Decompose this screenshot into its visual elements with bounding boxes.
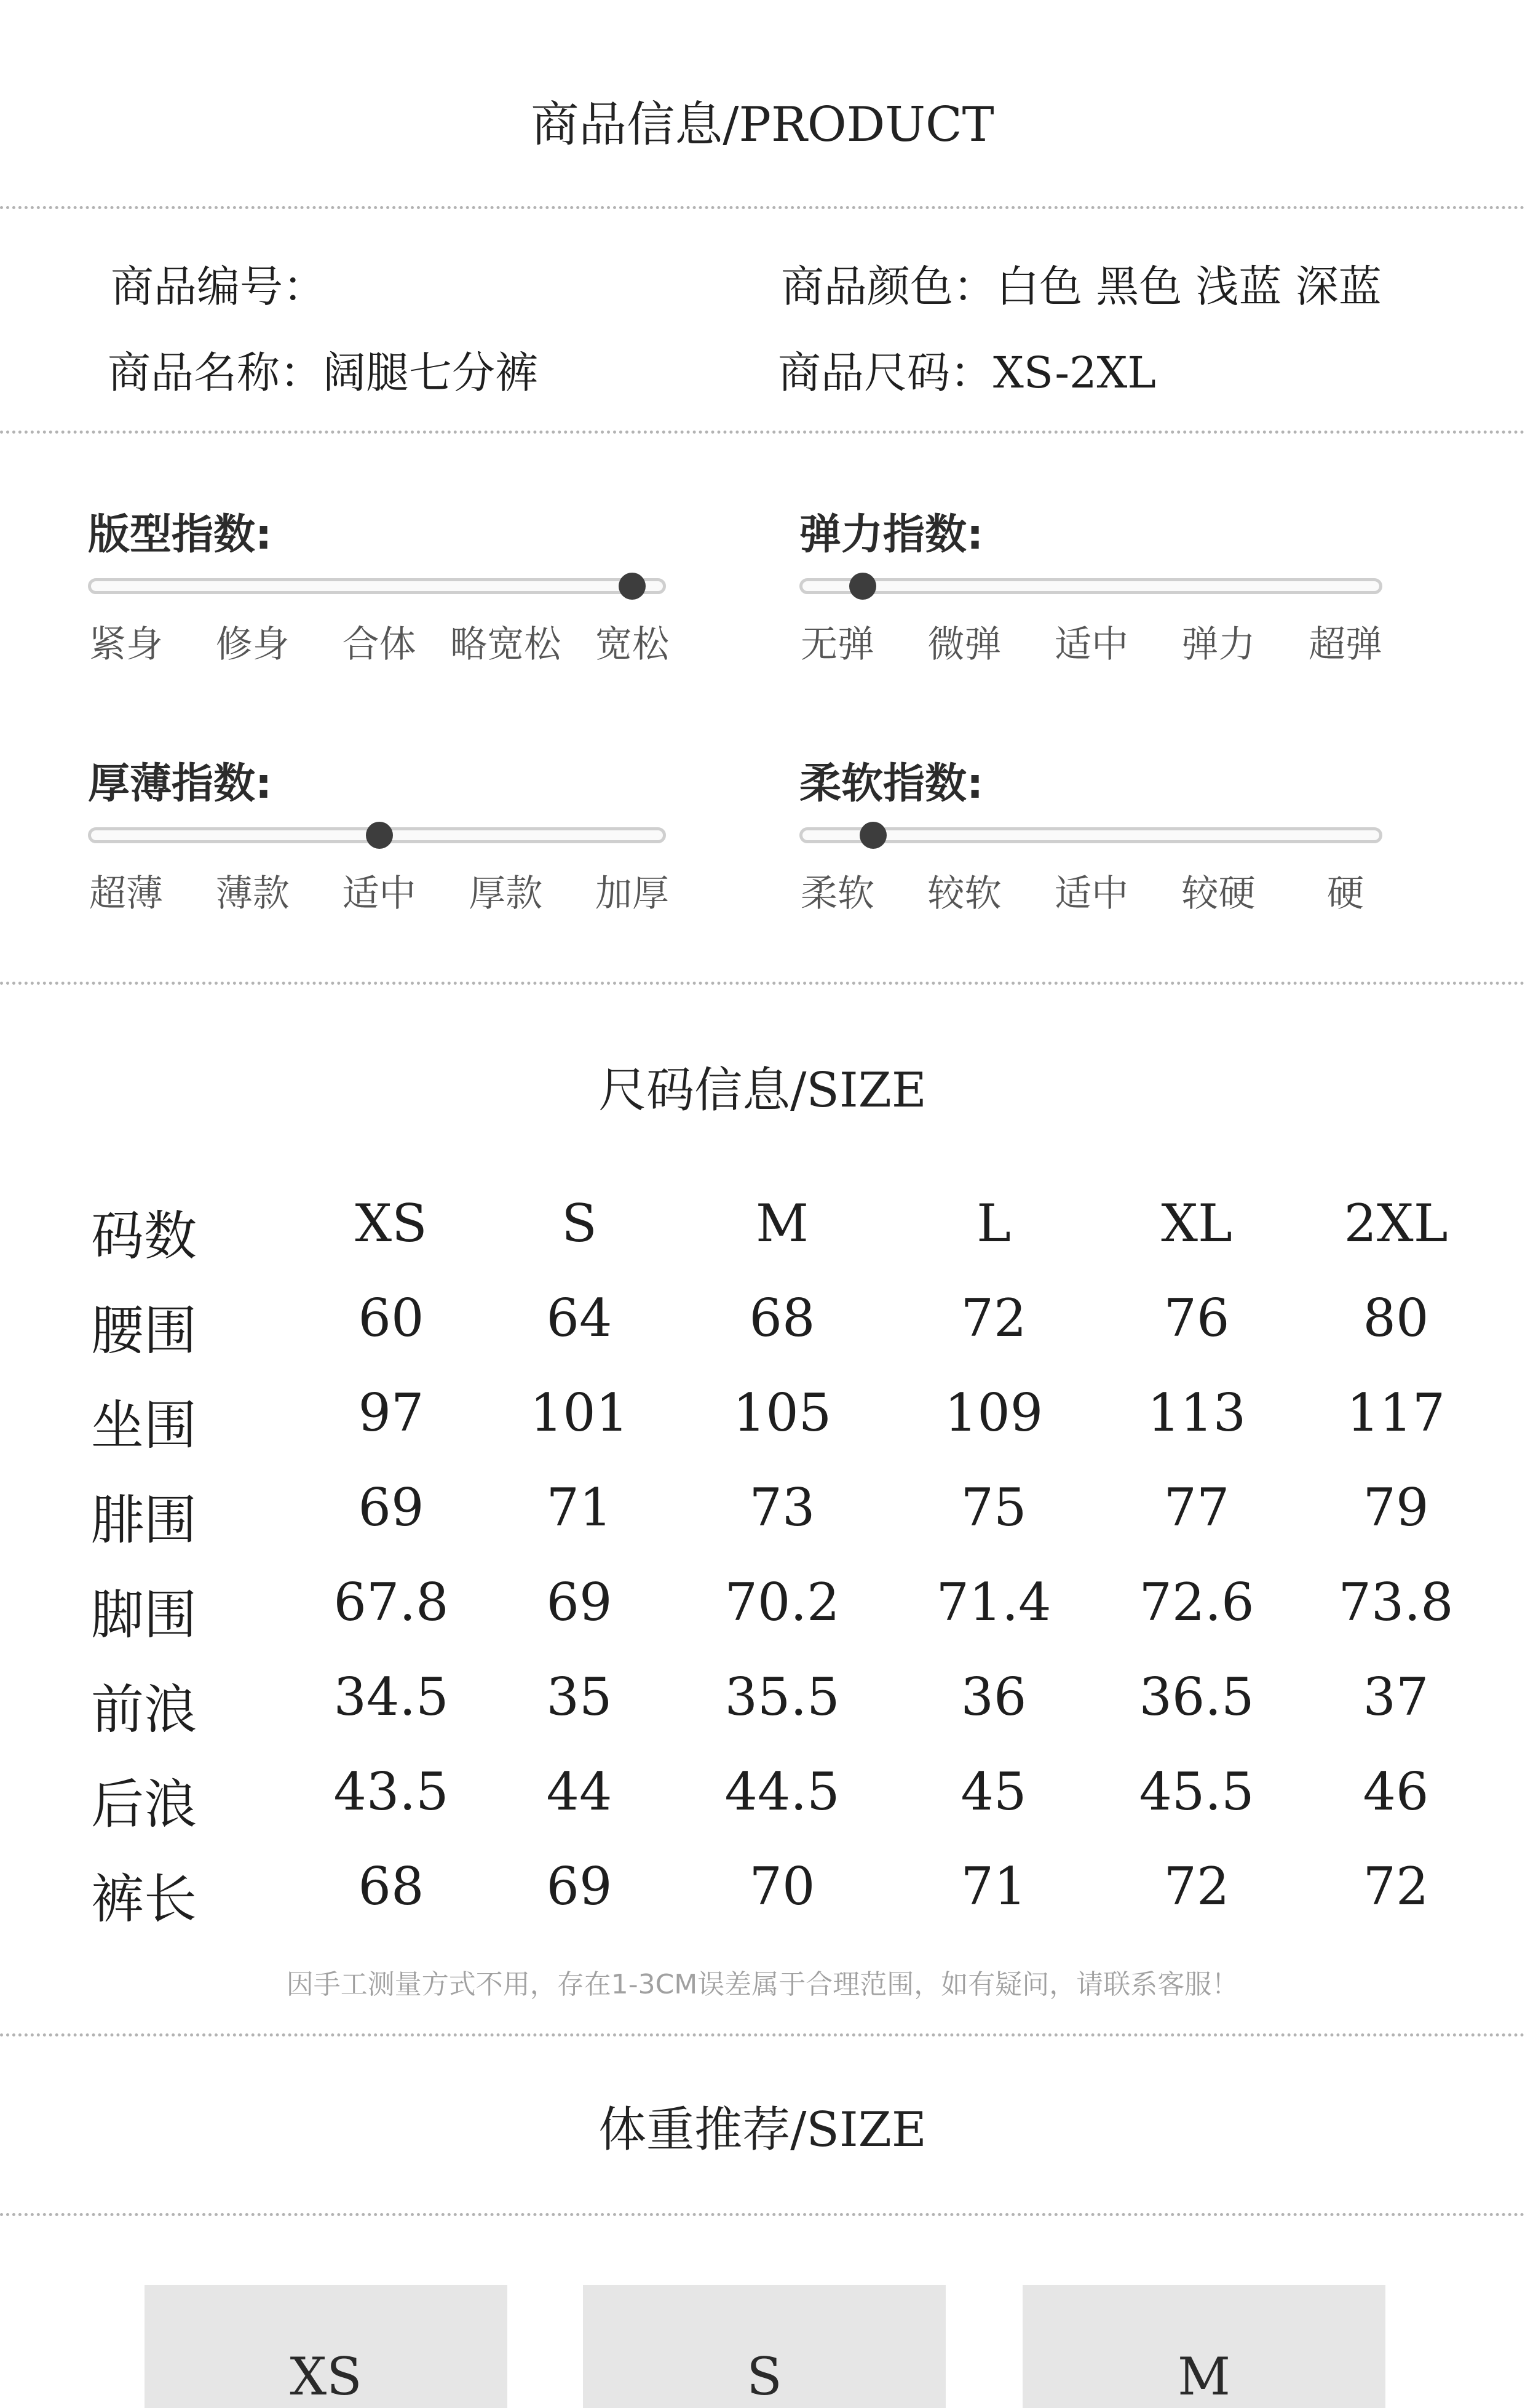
size-table-header-cell: L [976,1193,1011,1254]
size-table-row-label: 坐围 [91,1395,197,1456]
index-tick-label: 修身 [215,623,290,666]
size-table-row-label: 后浪 [91,1774,197,1835]
size-table-header-cell: M [755,1193,809,1254]
size-table-row-label: 腰围 [91,1300,197,1362]
weight-section-title: 体重推荐/SIZE [598,2102,927,2158]
size-table-cell: 76 [1163,1288,1230,1348]
size-table-cell: 35.5 [724,1667,840,1727]
index-tick-label: 合体 [342,623,416,666]
index-tick-label: 适中 [1055,872,1128,915]
weight-size-card [583,2285,946,2408]
size-table-cell: 75 [961,1477,1027,1538]
size-table-header-cell: XS [355,1193,427,1254]
size-table-cell: 44 [546,1762,612,1822]
size-table-cell: 71.4 [936,1572,1052,1632]
divider [0,2033,1525,2036]
size-table-cell: 69 [358,1477,424,1538]
weight-size-card-label: M [1177,2346,1230,2407]
index-label: 版型指数: [88,511,272,559]
size-table-cell: 35 [546,1667,612,1727]
product-color-label: 商品颜色：白色 黑色 浅蓝 深蓝 [781,261,1382,312]
product-code-label: 商品编号： [111,261,326,312]
size-table-header-cell: XL [1161,1193,1232,1254]
index-tick-label: 厚款 [469,872,543,915]
index-tick-label: 紧身 [89,623,163,666]
size-table-row-label: 裤长 [91,1869,197,1930]
index-tick-label: 较硬 [1181,872,1256,915]
size-table-cell: 77 [1163,1477,1230,1538]
size-table-cell: 69 [546,1572,612,1632]
size-table-cell: 72 [1163,1856,1230,1917]
divider [0,206,1525,209]
size-table-row-label: 前浪 [91,1679,197,1741]
index-label: 柔软指数: [799,760,984,808]
index-track [799,827,1382,843]
index-slider-knob [366,822,393,849]
index-track [799,578,1382,594]
size-table-cell: 71 [546,1477,612,1538]
size-table-cell: 72.6 [1139,1572,1254,1632]
size-table-cell: 36 [961,1667,1027,1727]
index-track [88,578,666,594]
size-table-cell: 70.2 [724,1572,840,1632]
size-table-row-label: 脚围 [91,1584,197,1646]
size-table-cell: 79 [1363,1477,1429,1538]
index-slider-knob [849,573,876,600]
index-tick-label: 适中 [1055,623,1128,666]
size-table-cell: 68 [749,1288,815,1348]
size-table-cell: 70 [749,1856,815,1917]
size-table-cell: 46 [1363,1762,1429,1822]
size-table-header-cell: 码数 [91,1206,197,1267]
size-table-cell: 117 [1346,1383,1446,1443]
weight-size-card [145,2285,507,2408]
index-tick-label: 超薄 [89,872,163,915]
size-table-cell: 73.8 [1338,1572,1454,1632]
divider [0,2213,1525,2216]
size-table-cell: 37 [1363,1667,1429,1727]
measurement-note: 因手工测量方式不用，存在1-3CM误差属于合理范围，如有疑问，请联系客服！ [286,1969,1239,2000]
index-tick-label: 加厚 [595,872,669,915]
index-tick-label: 薄款 [215,872,290,915]
divider [0,431,1525,434]
index-tick-label: 较软 [927,872,1002,915]
product-name-label: 商品名称：阔腿七分裤 [108,348,538,398]
index-tick-label: 柔软 [801,872,874,915]
size-table-cell: 45 [961,1762,1027,1822]
index-tick-label: 适中 [342,872,416,915]
size-table-cell: 34.5 [333,1667,449,1727]
size-table-row-label: 腓围 [91,1490,197,1551]
weight-size-card-label: S [747,2346,782,2407]
index-tick-label: 硬 [1327,872,1364,915]
size-table-cell: 109 [944,1383,1044,1443]
size-table-cell: 67.8 [333,1572,449,1632]
size-table-cell: 105 [732,1383,832,1443]
weight-size-card [1023,2285,1385,2408]
size-table-cell: 73 [749,1477,815,1538]
size-table-cell: 80 [1363,1288,1429,1348]
size-table-cell: 45.5 [1139,1762,1254,1822]
size-table-cell: 97 [358,1383,424,1443]
divider [0,982,1525,985]
size-table-cell: 72 [961,1288,1027,1348]
size-table-cell: 68 [358,1856,424,1917]
index-slider-knob [619,573,646,600]
size-table-cell: 36.5 [1139,1667,1254,1727]
index-tick-label: 微弹 [927,623,1002,666]
size-table-header-cell: 2XL [1344,1193,1448,1254]
weight-size-card-label: XS [290,2346,362,2407]
size-table-cell: 101 [529,1383,629,1443]
size-section-title: 尺码信息/SIZE [598,1063,927,1118]
index-tick-label: 宽松 [595,623,669,666]
product-size-label: 商品尺码：XS-2XL [778,348,1156,398]
size-table-cell: 43.5 [333,1762,449,1822]
index-label: 厚薄指数: [88,760,272,808]
index-tick-label: 弹力 [1181,623,1256,666]
index-tick-label: 略宽松 [450,623,561,666]
index-label: 弹力指数: [799,511,984,559]
size-table-header-cell: S [561,1193,597,1254]
size-table-cell: 64 [546,1288,612,1348]
size-table-cell: 113 [1147,1383,1246,1443]
size-table-cell: 69 [546,1856,612,1917]
product-section-title: 商品信息/PRODUCT [531,97,994,153]
size-table-cell: 71 [961,1856,1027,1917]
index-tick-label: 无弹 [801,623,874,666]
size-table-cell: 44.5 [724,1762,840,1822]
size-table-cell: 60 [358,1288,424,1348]
size-table-cell: 72 [1363,1856,1429,1917]
index-slider-knob [860,822,887,849]
index-tick-label: 超弹 [1309,623,1382,666]
